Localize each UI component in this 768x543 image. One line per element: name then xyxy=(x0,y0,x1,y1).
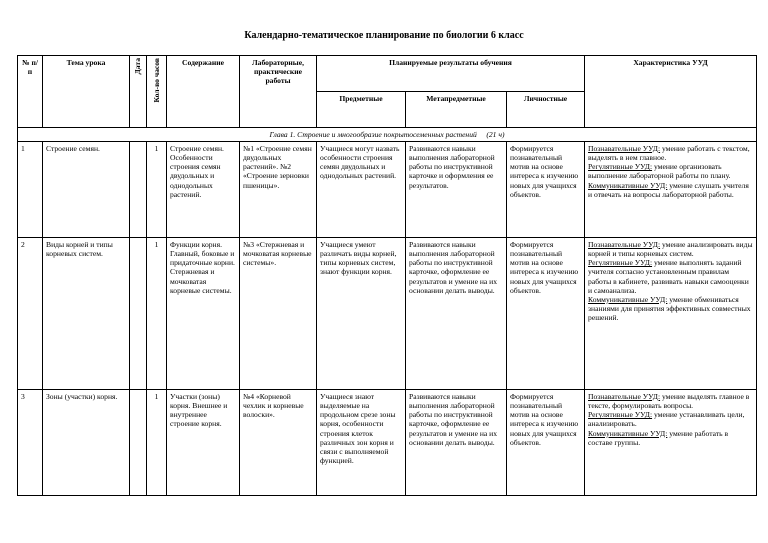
cell-topic: Зоны (участки) корня. xyxy=(43,390,130,496)
header-uud: Характеристика УУД xyxy=(585,56,757,128)
cell-topic: Виды корней и типы корневых систем. xyxy=(43,238,130,390)
table-row xyxy=(18,238,757,390)
cell-labs: №4 «Корневой чехлик и корневые волоски». xyxy=(240,390,317,496)
uud-label: Познавательные УУД: xyxy=(588,392,661,402)
uud-text: умение работать с текстом, выделять в нем главное. xyxy=(588,144,750,163)
cell-content: Функции корня. Главный, боковые и придаточные корни. Стержневая и мочковатая корневые системы. xyxy=(167,238,240,390)
header-hours xyxy=(147,56,167,128)
uud-item xyxy=(588,258,753,294)
header-num: № п/п xyxy=(18,56,43,128)
table-row xyxy=(18,390,757,496)
uud-label: Познавательные УУД: xyxy=(588,144,661,154)
header-results: Планируемые результаты обучения xyxy=(317,56,585,92)
uud-item xyxy=(588,429,753,447)
cell-uud xyxy=(585,390,757,496)
uud-item xyxy=(588,144,753,162)
cell-labs: №3 «Стержневая и мочковатая корневые системы». xyxy=(240,238,317,390)
cell-topic: Строение семян. xyxy=(43,142,130,238)
cell-meta: Развиваются навыки выполнения лабораторной работы по инструктивной карточке и оформления ее результатов. xyxy=(406,142,507,238)
cell-content: Участки (зоны) корня. Внешнее и внутреннее строение корня. xyxy=(167,390,240,496)
uud-label: Регулятивные УУД: xyxy=(588,162,653,172)
uud-item xyxy=(588,392,753,410)
uud-item xyxy=(588,295,753,322)
header-meta: Метапредметные xyxy=(406,92,507,128)
uud-text: умение выделять главное в тексте, формулировать вопросы. xyxy=(588,392,750,411)
uud-text: умение устанавливать цели, анализировать. xyxy=(588,410,745,429)
cell-hours: 1 xyxy=(147,142,167,238)
uud-item xyxy=(588,181,753,199)
cell-personal: Формируется познавательный мотив на основе интереса к изучению новых для учащихся объектов. xyxy=(507,390,585,496)
cell-hours: 1 xyxy=(147,390,167,496)
uud-label: Коммуникативные УУД: xyxy=(588,428,668,438)
cell-subject: Учащиеся умеют различать виды корней, типы корневых систем, знают функции корня. xyxy=(317,238,406,390)
cell-meta: Развиваются навыки выполнения лабораторной работы по инструктивной карточке, оформление ее результатов и умение на их основании делать выводы. xyxy=(406,390,507,496)
uud-text: умение обмениваться знаниями для принятия эффективных совместных решений. xyxy=(588,294,751,322)
cell-personal: Формируется познавательный мотив на основе интереса к изучению новых для учащихся объектов. xyxy=(507,238,585,390)
cell-subject: Учащиеся знают выделяемые на продольном срезе зоны корня, особенности строения клеток различных зон корня и связи с выполняемой функцией. xyxy=(317,390,406,496)
header-topic: Тема урока xyxy=(43,56,130,128)
chapter-row xyxy=(18,128,757,142)
uud-text: умение анализировать виды корней и типы корневых систем. xyxy=(588,240,753,259)
cell-num: 2 xyxy=(18,238,43,390)
cell-uud xyxy=(585,238,757,390)
cell-date xyxy=(130,142,147,238)
cell-meta: Развиваются навыки выполнения лабораторной работы по инструктивной карточке, оформление ее результатов и умение на их основании делать выводы. xyxy=(406,238,507,390)
uud-label: Познавательные УУД: xyxy=(588,240,661,250)
header-subject: Предметные xyxy=(317,92,406,128)
chapter-cell xyxy=(18,128,757,142)
cell-date xyxy=(130,238,147,390)
uud-label: Регулятивные УУД: xyxy=(588,410,653,420)
uud-item xyxy=(588,410,753,428)
cell-content: Строение семян. Особенности строения семян двудольных и однодольных растений. xyxy=(167,142,240,238)
header-personal: Личностные xyxy=(507,92,585,128)
cell-labs: №1 «Строение семян двудольных растений». №2 «Строение зерновки пшеницы». xyxy=(240,142,317,238)
page-title: Календарно-тематическое планирование по биологии 6 класс xyxy=(244,30,524,41)
uud-text: умение организовать выполнение лабораторной работы по плану. xyxy=(588,162,731,181)
planning-table xyxy=(17,55,757,496)
uud-item xyxy=(588,240,753,258)
uud-text: умение слушать учителя и отвечать на вопросы лабораторной работы. xyxy=(588,180,749,199)
cell-subject: Учащиеся могут назвать особенности строения семян двудольных и однодольных растений. xyxy=(317,142,406,238)
header-labs: Лабораторные, практические работы xyxy=(240,56,317,128)
chapter-label: Глава 1. Строение и многообразие покрытосеменных растений xyxy=(269,130,477,139)
cell-hours: 1 xyxy=(147,238,167,390)
cell-personal: Формируется познавательный мотив на основе интереса к изучению новых для учащихся объектов. xyxy=(507,142,585,238)
header-content: Содержание xyxy=(167,56,240,128)
header-date-text: Дата xyxy=(133,58,143,75)
uud-label: Коммуникативные УУД: xyxy=(588,180,668,190)
uud-label: Регулятивные УУД: xyxy=(588,258,653,268)
cell-uud xyxy=(585,142,757,238)
uud-text: умение работать в составе группы. xyxy=(588,428,729,447)
cell-date xyxy=(130,390,147,496)
cell-num: 1 xyxy=(18,142,43,238)
header-date xyxy=(130,56,147,128)
chapter-hours: (21 ч) xyxy=(486,130,505,139)
uud-text: умение выполнять заданий учителя согласно установленным правилам работы в кабинете, развивать навыки самооценки и самоанализа. xyxy=(588,258,749,295)
uud-label: Коммуникативные УУД: xyxy=(588,294,668,304)
table-row xyxy=(18,142,757,238)
uud-item xyxy=(588,162,753,180)
cell-num: 3 xyxy=(18,390,43,496)
header-hours-text: Кол-во часов xyxy=(151,58,161,103)
